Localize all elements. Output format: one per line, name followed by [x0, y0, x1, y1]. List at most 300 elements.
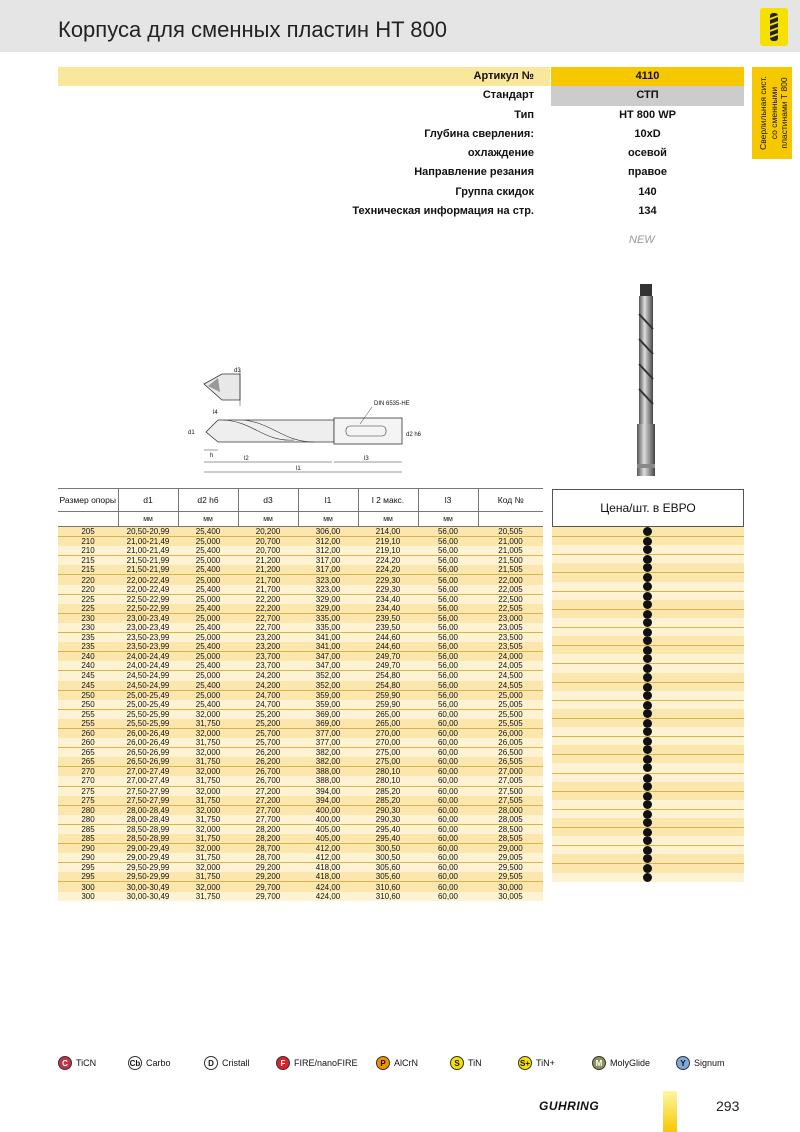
table-cell: 27,00-27,49	[118, 767, 178, 777]
availability-dot-icon	[643, 800, 652, 809]
table-row	[58, 776, 543, 786]
price-cell	[552, 791, 744, 800]
spec-table	[58, 67, 744, 221]
table-row	[58, 700, 543, 710]
table-cell: 27,00-27,49	[118, 776, 178, 786]
availability-dot-icon	[643, 836, 652, 845]
table-cell: 29,50-29,99	[118, 872, 178, 882]
table-cell: 32,000	[178, 748, 238, 758]
table-cell: 25,000	[178, 594, 238, 604]
table-cell: 359,00	[298, 700, 358, 710]
table-cell: 27,700	[238, 815, 298, 825]
table-cell: 25,50-25,99	[118, 709, 178, 719]
table-cell: 270	[58, 776, 118, 786]
table-cell: 21,500	[478, 556, 543, 566]
table-cell: 25,400	[178, 585, 238, 595]
price-cell	[552, 700, 744, 709]
table-cell: 20,700	[238, 546, 298, 556]
table-cell: 24,005	[478, 661, 543, 671]
coating-badge-icon: C	[58, 1056, 72, 1070]
table-cell: 323,00	[298, 585, 358, 595]
price-cell	[552, 754, 744, 763]
table-cell: 56,00	[418, 613, 478, 623]
section-side-tab	[752, 67, 792, 159]
coating-badge-icon: Y	[676, 1056, 690, 1070]
table-cell: 60,00	[418, 805, 478, 815]
table-cell: 215	[58, 565, 118, 575]
table-cell: 25,505	[478, 719, 543, 729]
table-row	[58, 681, 543, 691]
table-cell: 23,000	[478, 613, 543, 623]
table-row	[58, 594, 543, 604]
table-row	[58, 690, 543, 700]
availability-dot-icon	[643, 527, 652, 536]
table-cell: 31,750	[178, 853, 238, 863]
price-cell	[552, 645, 744, 654]
table-row	[58, 671, 543, 681]
table-cell: 225	[58, 594, 118, 604]
page-number: 293	[716, 1098, 740, 1114]
table-cell: 23,200	[238, 642, 298, 652]
table-row	[58, 728, 543, 738]
legend-label: TiN	[468, 1058, 482, 1068]
table-cell: 25,000	[178, 556, 238, 566]
table-cell: 25,000	[178, 575, 238, 585]
table-cell: 25,00-25,49	[118, 700, 178, 710]
table-cell: 60,00	[418, 892, 478, 901]
table-cell: 28,505	[478, 834, 543, 844]
table-cell: 239,50	[358, 613, 418, 623]
table-cell: 60,00	[418, 824, 478, 834]
price-cell	[552, 554, 744, 563]
table-cell: 290,30	[358, 815, 418, 825]
spec-label: Стандарт	[482, 89, 534, 102]
spec-row	[58, 144, 744, 163]
table-cell: 219,10	[358, 546, 418, 556]
table-cell: 32,000	[178, 805, 238, 815]
table-cell: 220	[58, 575, 118, 585]
table-cell: 29,505	[478, 872, 543, 882]
table-cell: 388,00	[298, 767, 358, 777]
table-cell: 23,50-23,99	[118, 642, 178, 652]
table-cell: 60,00	[418, 719, 478, 729]
table-cell: 305,60	[358, 872, 418, 882]
table-cell: 28,00-28,49	[118, 805, 178, 815]
table-cell: 24,200	[238, 671, 298, 681]
table-cell: 275	[58, 796, 118, 806]
table-cell: 25,700	[238, 728, 298, 738]
table-cell: 22,200	[238, 594, 298, 604]
table-cell: 25,000	[178, 633, 238, 643]
table-row	[58, 709, 543, 719]
table-cell: 305,60	[358, 863, 418, 873]
table-cell: 25,400	[178, 642, 238, 652]
col-header: d3	[238, 489, 298, 512]
table-cell: 30,000	[478, 882, 543, 892]
price-cell	[552, 545, 744, 554]
table-cell: 25,000	[478, 690, 543, 700]
table-cell: 27,50-27,99	[118, 786, 178, 796]
table-row	[58, 642, 543, 652]
availability-dot-icon	[643, 763, 652, 772]
col-unit: мм	[238, 512, 298, 527]
table-cell: 280,10	[358, 776, 418, 786]
drawing-label-l1: l1	[296, 466, 301, 472]
brand-logo: GUHRING	[539, 1099, 600, 1113]
table-row	[58, 892, 543, 901]
coating-badge-icon: F	[276, 1056, 290, 1070]
table-cell: 245	[58, 681, 118, 691]
table-cell: 21,200	[238, 565, 298, 575]
table-cell: 382,00	[298, 748, 358, 758]
table-cell: 25,200	[238, 709, 298, 719]
table-cell: 290	[58, 844, 118, 854]
drawing-label-d1: d1	[188, 430, 195, 436]
table-cell: 220	[58, 585, 118, 595]
table-cell: 26,00-26,49	[118, 738, 178, 748]
table-cell: 32,000	[178, 824, 238, 834]
table-cell: 56,00	[418, 527, 478, 537]
table-cell: 24,505	[478, 681, 543, 691]
table-row	[58, 872, 543, 882]
col-unit: мм	[358, 512, 418, 527]
table-cell: 249,70	[358, 652, 418, 662]
availability-dot-icon	[643, 563, 652, 572]
table-cell: 352,00	[298, 681, 358, 691]
table-cell: 22,00-22,49	[118, 585, 178, 595]
table-cell: 275	[58, 786, 118, 796]
price-cell	[552, 763, 744, 772]
table-cell: 359,00	[298, 690, 358, 700]
table-row	[58, 834, 543, 844]
table-cell: 295,40	[358, 834, 418, 844]
table-cell: 25,000	[178, 671, 238, 681]
availability-dot-icon	[643, 636, 652, 645]
table-cell: 210	[58, 537, 118, 547]
table-cell: 26,200	[238, 757, 298, 767]
price-cell	[552, 627, 744, 636]
legend-item	[128, 1056, 171, 1070]
new-badge: NEW	[629, 234, 655, 246]
table-cell: 295	[58, 872, 118, 882]
side-tab-line: со сменными	[768, 86, 779, 140]
table-cell: 388,00	[298, 776, 358, 786]
table-cell: 32,000	[178, 767, 238, 777]
spec-value: 140	[638, 185, 657, 198]
price-cell	[552, 673, 744, 682]
drawing-label-h: h	[210, 453, 214, 459]
table-cell: 56,00	[418, 652, 478, 662]
price-cell	[552, 654, 744, 663]
table-row	[58, 537, 543, 547]
col-header: d1	[118, 489, 178, 512]
table-cell: 230	[58, 623, 118, 633]
table-cell: 24,00-24,49	[118, 652, 178, 662]
table-cell: 27,200	[238, 786, 298, 796]
page-title: Корпуса для сменных пластин HT 800	[58, 17, 447, 42]
table-row	[58, 527, 543, 537]
table-cell: 310,60	[358, 882, 418, 892]
table-cell: 60,00	[418, 738, 478, 748]
table-cell: 205	[58, 527, 118, 537]
table-cell: 369,00	[298, 719, 358, 729]
table-cell: 424,00	[298, 892, 358, 901]
table-cell: 280,10	[358, 767, 418, 777]
table-cell: 347,00	[298, 652, 358, 662]
table-row	[58, 613, 543, 623]
table-cell: 418,00	[298, 863, 358, 873]
table-cell: 56,00	[418, 642, 478, 652]
table-cell: 285,20	[358, 796, 418, 806]
table-cell: 56,00	[418, 585, 478, 595]
table-cell: 229,30	[358, 575, 418, 585]
availability-dot-icon	[643, 691, 652, 700]
table-cell: 23,700	[238, 652, 298, 662]
spec-row	[58, 202, 744, 221]
table-cell: 60,00	[418, 709, 478, 719]
price-cell	[552, 873, 744, 882]
table-cell: 56,00	[418, 681, 478, 691]
table-row	[58, 748, 543, 758]
col-header: Код №	[478, 489, 543, 512]
table-cell: 24,200	[238, 681, 298, 691]
coating-badge-icon: M	[592, 1056, 606, 1070]
table-cell: 24,50-24,99	[118, 681, 178, 691]
spec-label: охлаждение	[467, 147, 534, 160]
table-cell: 28,200	[238, 834, 298, 844]
table-cell: 254,80	[358, 681, 418, 691]
table-cell: 28,200	[238, 824, 298, 834]
price-cell	[552, 727, 744, 736]
table-cell: 60,00	[418, 863, 478, 873]
table-cell: 60,00	[418, 815, 478, 825]
table-cell: 341,00	[298, 642, 358, 652]
table-cell: 250	[58, 690, 118, 700]
table-cell: 31,750	[178, 796, 238, 806]
coating-badge-icon: Cb	[128, 1056, 142, 1070]
table-cell: 317,00	[298, 556, 358, 566]
table-cell: 26,00-26,49	[118, 728, 178, 738]
table-cell: 20,505	[478, 527, 543, 537]
table-cell: 210	[58, 546, 118, 556]
table-cell: 56,00	[418, 594, 478, 604]
table-cell: 26,005	[478, 738, 543, 748]
price-cell	[552, 591, 744, 600]
table-cell: 21,50-21,99	[118, 565, 178, 575]
table-cell: 26,200	[238, 748, 298, 758]
table-cell: 60,00	[418, 844, 478, 854]
price-cell	[552, 709, 744, 718]
table-cell: 22,50-22,99	[118, 594, 178, 604]
spec-row	[58, 163, 744, 182]
table-cell: 28,700	[238, 844, 298, 854]
legend-label: Cristall	[222, 1058, 250, 1068]
table-cell: 352,00	[298, 671, 358, 681]
coating-badge-icon: S	[450, 1056, 464, 1070]
table-cell: 23,200	[238, 633, 298, 643]
table-cell: 56,00	[418, 671, 478, 681]
table-cell: 56,00	[418, 537, 478, 547]
table-cell: 265	[58, 757, 118, 767]
table-cell: 56,00	[418, 546, 478, 556]
table-cell: 424,00	[298, 882, 358, 892]
table-row	[58, 863, 543, 873]
table-cell: 31,750	[178, 815, 238, 825]
table-cell: 25,000	[178, 537, 238, 547]
availability-dot-icon	[643, 582, 652, 591]
table-cell: 22,200	[238, 604, 298, 614]
table-cell: 405,00	[298, 834, 358, 844]
table-cell: 25,00-25,49	[118, 690, 178, 700]
table-cell: 214,00	[358, 527, 418, 537]
price-column-header: Цена/шт. в ЕВРО	[552, 489, 744, 527]
table-cell: 23,500	[478, 633, 543, 643]
col-unit: мм	[418, 512, 478, 527]
price-cell	[552, 572, 744, 581]
table-cell: 60,00	[418, 786, 478, 796]
drawing-label-l3: l3	[364, 456, 369, 462]
price-cell	[552, 845, 744, 854]
table-cell: 26,700	[238, 776, 298, 786]
table-cell: 56,00	[418, 690, 478, 700]
table-cell: 259,90	[358, 690, 418, 700]
table-cell: 60,00	[418, 882, 478, 892]
table-cell: 26,50-26,99	[118, 757, 178, 767]
table-cell: 21,50-21,99	[118, 556, 178, 566]
table-cell: 29,00-29,49	[118, 844, 178, 854]
table-cell: 28,500	[478, 824, 543, 834]
col-unit	[58, 512, 118, 527]
table-row	[58, 719, 543, 729]
spec-label: Глубина сверления:	[424, 127, 534, 140]
spec-row	[58, 183, 744, 202]
table-cell: 30,005	[478, 892, 543, 901]
table-cell: 306,00	[298, 527, 358, 537]
table-cell: 335,00	[298, 613, 358, 623]
table-cell: 26,500	[478, 748, 543, 758]
table-cell: 317,00	[298, 565, 358, 575]
table-cell: 300	[58, 892, 118, 901]
legend-item	[592, 1056, 650, 1070]
table-cell: 31,750	[178, 738, 238, 748]
table-cell: 24,000	[478, 652, 543, 662]
table-cell: 60,00	[418, 757, 478, 767]
table-cell: 22,00-22,49	[118, 575, 178, 585]
side-tab-line: Сверлильная сист.	[758, 76, 768, 150]
availability-dot-icon	[643, 654, 652, 663]
table-row	[58, 556, 543, 566]
table-cell: 265	[58, 748, 118, 758]
table-cell: 312,00	[298, 537, 358, 547]
spec-label: Направление резания	[414, 166, 534, 179]
table-row	[58, 633, 543, 643]
side-tab-line: пластинами Т 800	[779, 77, 789, 149]
availability-dot-icon	[643, 782, 652, 791]
table-cell: 24,00-24,49	[118, 661, 178, 671]
col-header: l 2 макс.	[358, 489, 418, 512]
price-cell	[552, 800, 744, 809]
spec-row	[58, 86, 744, 105]
table-cell: 23,00-23,49	[118, 613, 178, 623]
col-header: Размер опоры	[58, 489, 118, 512]
table-cell: 295	[58, 863, 118, 873]
table-cell: 235	[58, 642, 118, 652]
drill-tool-image	[630, 284, 664, 489]
table-cell: 22,505	[478, 604, 543, 614]
table-cell: 56,00	[418, 575, 478, 585]
table-cell: 25,500	[478, 709, 543, 719]
table-cell: 25,400	[178, 565, 238, 575]
table-cell: 312,00	[298, 546, 358, 556]
table-cell: 24,50-24,99	[118, 671, 178, 681]
table-cell: 21,505	[478, 565, 543, 575]
table-cell: 60,00	[418, 767, 478, 777]
table-cell: 27,50-27,99	[118, 796, 178, 806]
spec-label: Группа скидок	[455, 185, 534, 198]
table-cell: 22,000	[478, 575, 543, 585]
price-cell	[552, 536, 744, 545]
header-bar	[0, 0, 800, 52]
table-cell: 28,50-28,99	[118, 824, 178, 834]
table-row	[58, 757, 543, 767]
table-cell: 25,400	[178, 546, 238, 556]
table-cell: 265,00	[358, 719, 418, 729]
footer-accent-bar	[663, 1091, 677, 1132]
table-cell: 21,000	[478, 537, 543, 547]
table-cell: 275,00	[358, 757, 418, 767]
table-cell: 259,90	[358, 700, 418, 710]
availability-dot-icon	[643, 873, 652, 882]
drawing-label-d3: d3	[234, 368, 241, 374]
table-cell: 225	[58, 604, 118, 614]
drawing-label-l4: l4	[213, 410, 218, 416]
table-cell: 255	[58, 719, 118, 729]
spec-label: Артикул №	[473, 70, 534, 82]
table-row	[58, 661, 543, 671]
price-cell	[552, 582, 744, 591]
availability-dot-icon	[643, 818, 652, 827]
table-cell: 31,750	[178, 872, 238, 882]
price-cell	[552, 682, 744, 691]
table-cell: 21,00-21,49	[118, 537, 178, 547]
table-cell: 29,200	[238, 863, 298, 873]
price-cell	[552, 854, 744, 863]
table-cell: 25,200	[238, 719, 298, 729]
price-cell	[552, 609, 744, 618]
drawing-label-l2: l2	[244, 456, 249, 462]
legend-label: Signum	[694, 1058, 725, 1068]
table-cell: 23,00-23,49	[118, 623, 178, 633]
table-cell: 249,70	[358, 661, 418, 671]
table-cell: 27,000	[478, 767, 543, 777]
availability-dot-icon	[643, 727, 652, 736]
legend-label: TiCN	[76, 1058, 97, 1068]
table-cell: 27,505	[478, 796, 543, 806]
table-row	[58, 738, 543, 748]
table-cell: 400,00	[298, 815, 358, 825]
table-cell: 418,00	[298, 872, 358, 882]
price-cell	[552, 818, 744, 827]
table-cell: 290,30	[358, 805, 418, 815]
table-cell: 245	[58, 671, 118, 681]
table-cell: 382,00	[298, 757, 358, 767]
table-cell: 270	[58, 767, 118, 777]
table-cell: 29,50-29,99	[118, 863, 178, 873]
col-unit: мм	[118, 512, 178, 527]
table-cell: 234,40	[358, 604, 418, 614]
table-cell: 23,50-23,99	[118, 633, 178, 643]
table-cell: 224,20	[358, 565, 418, 575]
